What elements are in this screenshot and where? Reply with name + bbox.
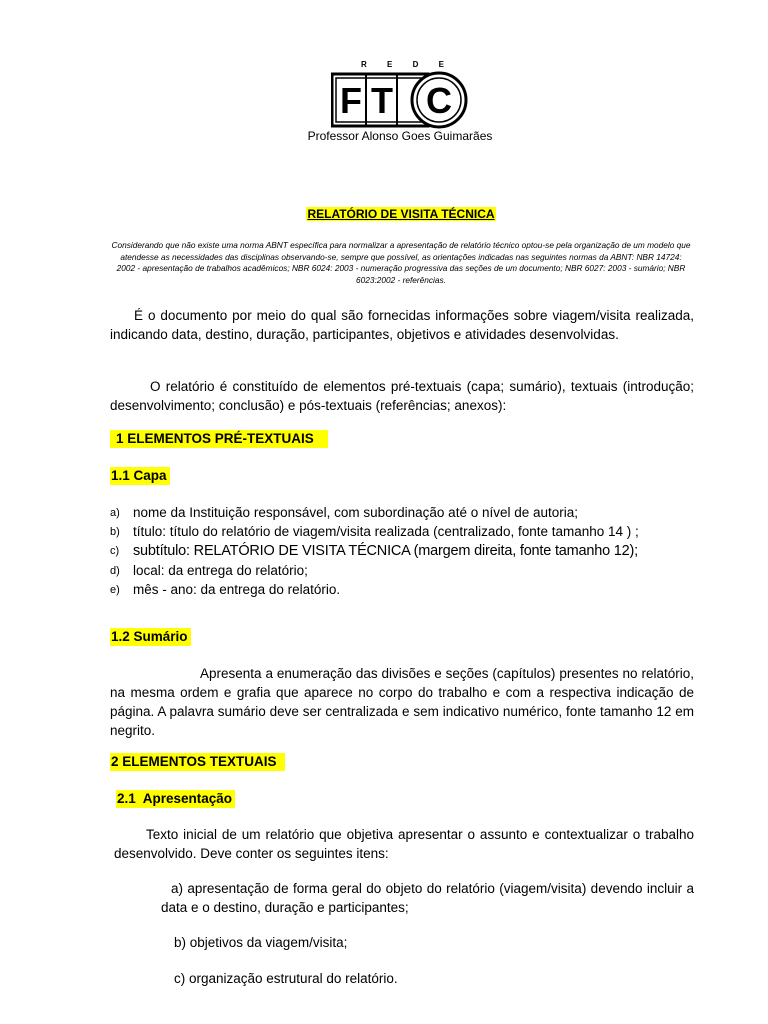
logo-rede-text: R E D E	[361, 60, 453, 69]
list-marker: d)	[110, 565, 120, 577]
list-item-text: mês - ano: da entrega do relatório.	[133, 582, 341, 597]
logo-letter-t: T	[371, 80, 393, 121]
document-title	[0, 207, 768, 221]
list-marker: e)	[110, 584, 120, 596]
sumario-paragraph: Apresenta a enumeração das divisões e seções (capítulos) presentes no relatório, na mesma ordem e grafia que aparece no corpo do trabalho e com a respectiva indicação de página. A palavra sumário deve ser centralizada e sem indicativo numérico, fonte tamanho 12 em negrito.	[110, 666, 694, 738]
heading-apresentacao	[116, 791, 235, 806]
intro-paragraph-1: É o documento por meio do qual são fornecidas informações sobre viagem/visita realizada, indicando data, destino, duração, participantes, objetivos e atividades desenvolvidas.	[110, 308, 694, 342]
heading-capa-text: 1.1 Capa	[110, 467, 170, 485]
heading-sumario-text: 1.2 Sumário	[110, 628, 191, 646]
document-title-text: RELATÓRIO DE VISITA TÉCNICA	[307, 207, 495, 221]
list-item-text: subtítulo: RELATÓRIO DE VISITA TÉCNICA (margem direita, fonte tamanho 12);	[133, 543, 638, 559]
list-item-text: local: da entrega do relatório;	[133, 563, 308, 578]
capa-list	[110, 503, 694, 599]
list-marker: a)	[110, 507, 120, 519]
logo-letter-c: C	[426, 80, 452, 121]
heading-capa	[110, 468, 170, 483]
list-item	[110, 561, 694, 580]
list-item-text: nome da Instituição responsável, com subordinação até o nível de autoria;	[133, 505, 579, 520]
apresentacao-item-b: b) objetivos da viagem/visita;	[174, 935, 348, 950]
list-item-text: título: título do relatório de viagem/visita realizada (centralizado, fonte tamanho 14 ) ;	[133, 524, 639, 539]
logo-letter-f: F	[340, 80, 362, 121]
intro-paragraph-2: O relatório é constituído de elementos pré-textuais (capa; sumário), textuais (introdução; desenvolvimento; conclusão) e pós-textuais (referências; anexos):	[110, 379, 694, 413]
heading-section-2	[110, 754, 285, 769]
list-item	[110, 503, 694, 522]
list-item	[110, 522, 694, 541]
heading-sumario	[110, 629, 191, 644]
heading-section-2-text: 2 ELEMENTOS TEXTUAIS	[110, 753, 285, 771]
list-item	[110, 580, 694, 599]
apresentacao-item-a: a) apresentação de forma geral do objeto do relatório (viagem/visita) devendo incluir a data e o destino, duração e participantes;	[161, 881, 694, 915]
apresentacao-item-c: c) organização estrutural do relatório.	[174, 971, 398, 986]
ftc-logo	[331, 60, 471, 130]
list-marker: b)	[110, 526, 120, 538]
heading-section-1	[110, 431, 328, 446]
logo-mark	[331, 70, 471, 130]
list-item	[110, 541, 694, 561]
apresentacao-paragraph: Texto inicial de um relatório que objetiva apresentar o assunto e contextualizar o trabalho desenvolvido. Deve conter os seguintes itens:	[114, 827, 694, 861]
list-marker: c)	[110, 545, 120, 557]
heading-apresentacao-text: 2.1 Apresentação	[116, 790, 235, 808]
logo-caption: Professor Alonso Goes Guimarães	[307, 129, 493, 143]
abnt-note: Considerando que não existe uma norma ABNT específica para normalizar a apresentação de relatório técnico optou-se pela organização de um modelo que atendesse as necessidades das disciplinas observando-se, sempre que possível, as orientações indicadas nas seguintes normas da ABNT: NBR 14724: 2002 - apresentação de trabalhos acadêmicos; NBR 6024: 2003 - numeração progressiva das seções de um documento; NBR 6027: 2003 - sumário; NBR 6023:2002 - referências.	[111, 240, 691, 285]
heading-section-1-text: 1 ELEMENTOS PRÉ-TEXTUAIS	[110, 430, 328, 448]
